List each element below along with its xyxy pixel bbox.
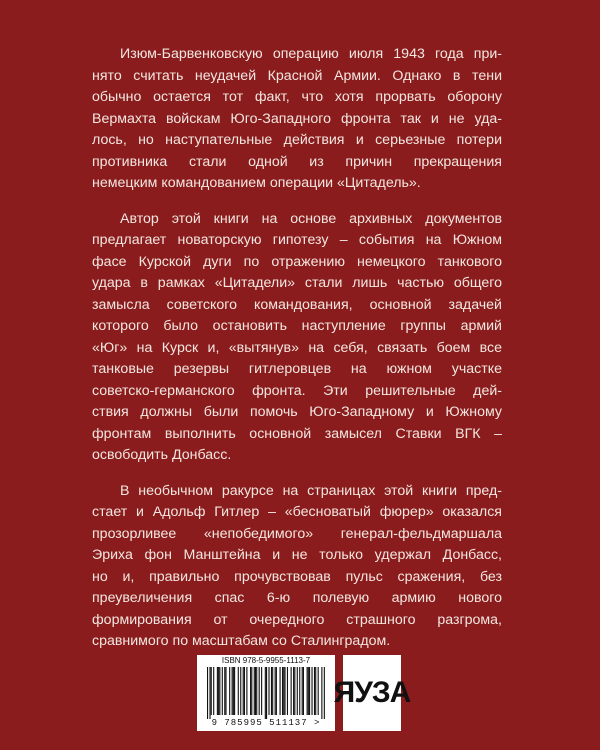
text-line: танковые резервы гитлеровцев на южном участке (92, 361, 502, 377)
barcode-bar (250, 667, 251, 715)
barcode-bar (318, 667, 319, 715)
barcode-bar (276, 667, 277, 715)
barcode-bar (211, 667, 212, 715)
barcode-bar (282, 667, 283, 715)
text-line: Вермахта войскам Юго-Западного фронта так и не уда- (92, 110, 502, 127)
text-line: лось, но наступательные действия и серьезные потери (92, 132, 502, 148)
barcode-bar (294, 667, 295, 715)
barcode-bar (240, 667, 241, 715)
paragraph (92, 44, 502, 195)
barcode-bar (238, 667, 239, 715)
barcode-bar (271, 667, 272, 715)
text-line: фасе Курской дуги по отражению немецкого танкового (92, 253, 502, 270)
publisher-logo-text: ЯУЗА (333, 676, 411, 709)
text-line: но и, правильно прочувствовав пульс сражения, без (92, 568, 502, 585)
barcode-bar (275, 667, 276, 715)
text-line: фронтам выполнить основной замысел Ставки ВГК – (92, 425, 502, 442)
text-line: сравнимого по масштабам со Сталинградом. (92, 633, 391, 649)
barcode-bar (219, 667, 220, 715)
text-line: Изюм-Барвенковскую операцию июля 1943 года при- (120, 46, 502, 62)
barcode-bar (256, 667, 257, 715)
text-line: которого было остановить наступление группы армий (92, 318, 502, 334)
publisher-logo (333, 655, 411, 731)
barcode-bar (311, 667, 312, 715)
text-line: советско-германского фронта. Эти решительные дей- (92, 382, 502, 399)
barcode-bar (324, 667, 325, 719)
text-line: «Юг» на Курск и, «вытянув» на себя, связать боем все (92, 339, 502, 356)
barcode-bar (291, 667, 292, 715)
paragraph (92, 481, 502, 653)
isbn-label: ISBN 978-5-9955-1113-7 (221, 656, 311, 665)
barcode-bar (246, 667, 247, 715)
annotation-text (92, 44, 502, 667)
barcode-bar (234, 667, 235, 715)
text-line: стает и Адольф Гитлер – «бесноватый фюрер» оказался (92, 504, 502, 520)
barcode-bar (268, 667, 269, 715)
barcode-bar (217, 667, 218, 715)
barcode-bar (207, 667, 208, 719)
text-line: нято считать неудачей Красной Армии. Однако в тени (92, 67, 502, 84)
text-line: удара в рамках «Цитадели» стали лишь частью общего (92, 275, 502, 291)
barcode-bar (314, 667, 315, 715)
text-line: В необычном ракурсе на страницах этой книги пред- (120, 482, 502, 499)
barcode-bar (243, 667, 244, 715)
text-line: ствия должны были помочь Юго-Западному и Южному (92, 404, 502, 420)
barcode-box (197, 655, 335, 731)
barcode-icon (207, 667, 325, 719)
barcode-bar (307, 667, 308, 715)
text-line: немецким командованием операции «Цитадель». (92, 175, 421, 191)
barcode-bar (283, 667, 284, 715)
barcode-bar (266, 667, 267, 719)
barcode-bar (297, 667, 298, 715)
barcode-number: 9 785995 511137 > (211, 718, 321, 728)
paragraph (92, 209, 502, 467)
barcode-bar (232, 667, 233, 715)
barcode-bar (315, 667, 316, 715)
text-line: предлагает новаторскую гипотезу – события на Южном (92, 232, 502, 248)
text-line: Автор этой книги на основе архивных документов (120, 210, 502, 227)
barcode-bar (265, 667, 266, 719)
barcode-bar (284, 667, 285, 715)
barcode-bar (233, 667, 234, 715)
text-line: преувеличения спас 6-ю полевую армию нового (92, 590, 502, 606)
text-line: освободить Донбасс. (92, 447, 232, 463)
text-line: прозорливее «непобедимого» генерал-фельдмаршала (92, 525, 502, 542)
barcode-bar (303, 667, 304, 715)
barcode-bar (244, 667, 245, 715)
barcode-bar (225, 667, 226, 715)
barcode-bar (280, 667, 281, 715)
barcode-bar (302, 667, 303, 715)
barcode-bar (299, 667, 300, 715)
text-line: Эриха фон Манштейна и не только удержал Донбасс, (92, 547, 502, 563)
barcode-bar (308, 667, 309, 715)
barcode-bar (261, 667, 262, 715)
barcode-bar (218, 667, 219, 715)
barcode-bar (255, 667, 256, 715)
barcode-bar (222, 667, 223, 715)
barcode-bar (213, 667, 214, 715)
barcode-bar (224, 667, 225, 715)
text-line: формирования от очередного страшного разгрома, (92, 611, 502, 628)
text-line: обычно остается тот факт, что хотя прорвать оборону (92, 89, 502, 105)
barcode-bar (229, 667, 230, 715)
barcode-bar (259, 667, 260, 715)
barcode-bar (309, 667, 310, 715)
barcode-bar (321, 667, 322, 719)
text-line: противника стали одной из причин прекращения (92, 153, 502, 170)
text-line: замысла советского командования, основной задачей (92, 296, 502, 313)
barcode-bar (287, 667, 288, 715)
barcode-bar (209, 667, 210, 719)
barcode-bar (293, 667, 294, 715)
barcode-bar (254, 667, 255, 715)
barcode-bar (272, 667, 273, 715)
barcode-bar (251, 667, 252, 715)
